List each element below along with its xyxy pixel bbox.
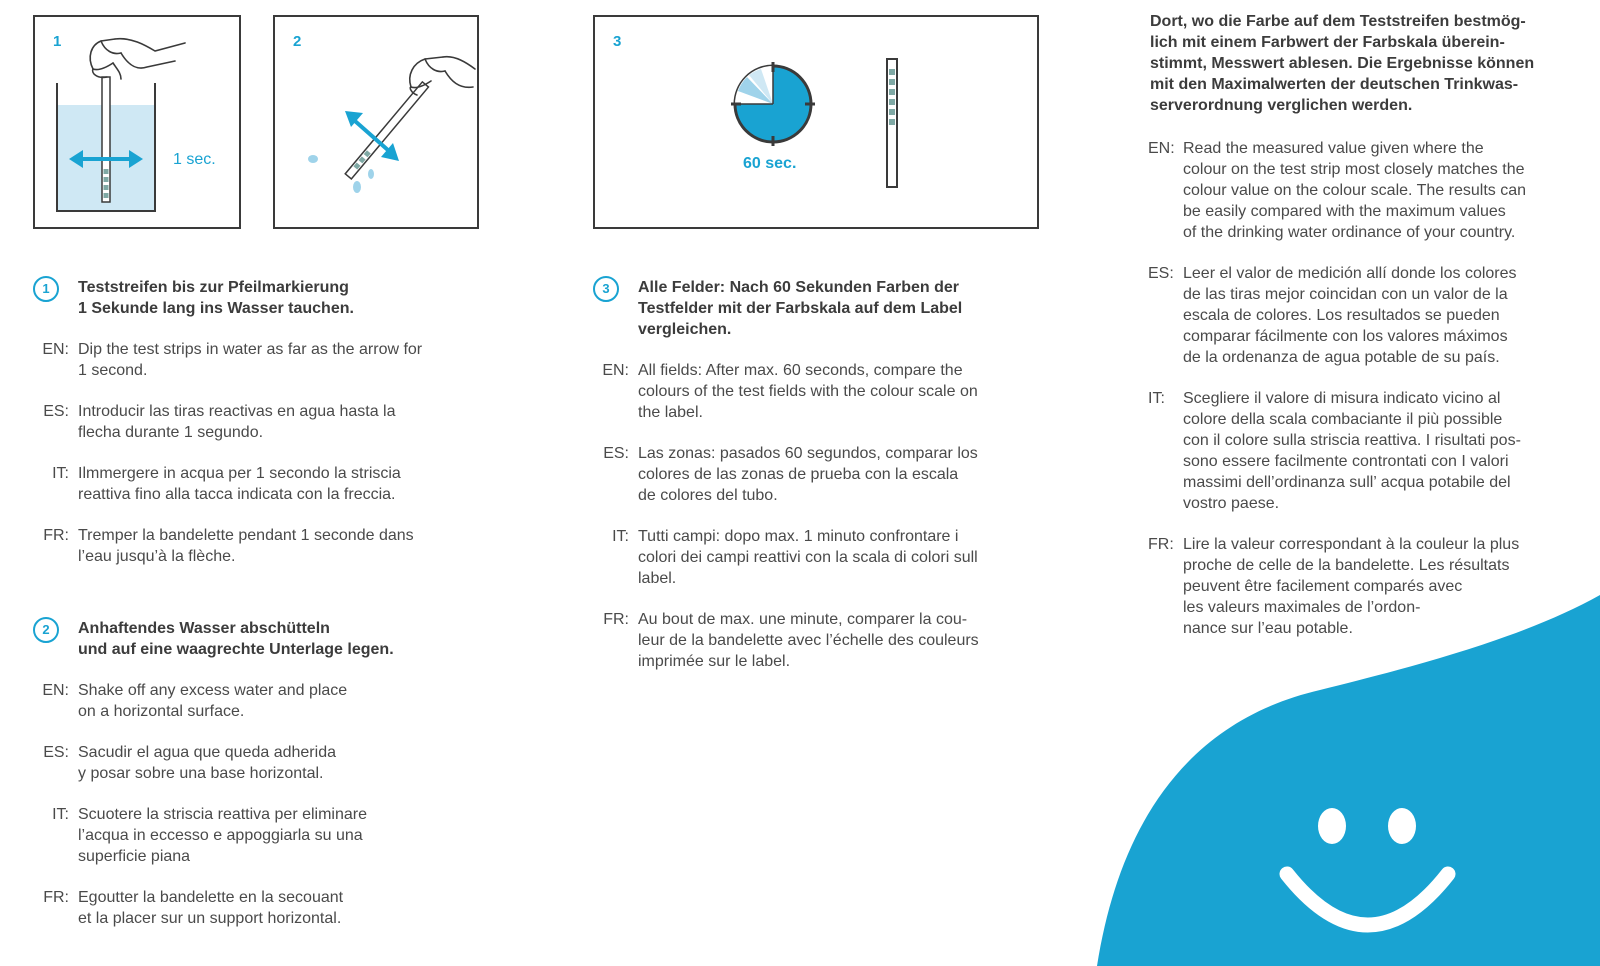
language-code: EN: [602, 362, 629, 379]
language-code: IT: [1148, 390, 1165, 407]
heading-line: Testfelder mit der Farbskala auf dem Label [638, 300, 963, 317]
heading-line: Teststreifen bis zur Pfeilmarkierung [78, 279, 349, 296]
language-code: EN: [42, 682, 69, 699]
translation-en [33, 680, 533, 722]
translation-line: be easily compared with the maximum values [1183, 203, 1506, 220]
translation-fr [33, 525, 533, 567]
translation-line: Shake off any excess water and place [78, 682, 348, 699]
heading-line: und auf eine waagrechte Unterlage legen. [78, 641, 394, 658]
language-code: ES: [603, 445, 629, 462]
step-2 [33, 618, 533, 929]
panel-number: 1 [53, 33, 62, 50]
translation-line: l’eau jusqu’à la flèche. [78, 548, 236, 565]
translation-line: Read the measured value given where the [1183, 140, 1484, 157]
heading-line: Anhaftendes Wasser abschütteln [78, 620, 330, 637]
translation-line: Las zonas: pasados 60 segundos, comparar los [638, 445, 978, 462]
heading-line: Alle Felder: Nach 60 Sekunden Farben der [638, 279, 959, 296]
step-3 [593, 277, 1053, 672]
translation-line: Tremper la bandelette pendant 1 seconde dans [78, 527, 414, 544]
translation-line: Introducir las tiras reactivas en agua hasta la [78, 403, 396, 420]
translation-line: l’acqua in eccesso e appoggiarla su una [78, 827, 363, 844]
intro-line: mit den Maximalwerten der deutschen Trinkwas- [1150, 76, 1519, 93]
translation-line: Sacudir el agua que queda adherida [78, 744, 336, 761]
translation-fr [1148, 534, 1588, 639]
translation-es [593, 443, 1053, 506]
translation-es [1148, 263, 1588, 368]
translation-line: de la ordenanza de agua potable de su país. [1183, 349, 1500, 366]
step-heading [33, 277, 533, 319]
dip-time-label: 1 sec. [173, 151, 216, 168]
language-code: ES: [43, 403, 69, 420]
translation-line: on a horizontal surface. [78, 703, 245, 720]
translation-line: flecha durante 1 segundo. [78, 424, 264, 441]
translation-line: Lire la valeur correspondant à la couleur la plus [1183, 536, 1520, 553]
intro-line: serverordnung verglichen werden. [1150, 97, 1413, 114]
heading-line: 1 Sekunde lang ins Wasser tauchen. [78, 300, 354, 317]
translation-line: leur de la bandelette avec l’échelle des couleurs [638, 632, 979, 649]
language-code: EN: [42, 341, 69, 358]
panel-number: 3 [613, 33, 622, 50]
translation-line: colour value on the colour scale. The results can [1183, 182, 1527, 199]
translation-line: peuvent être facilement comparés avec [1183, 578, 1463, 595]
translation-line: con il colore sulla striscia reattiva. I risultati pos- [1183, 432, 1521, 449]
timer-icon [731, 62, 815, 146]
translation-fr [33, 887, 533, 929]
step-1 [33, 277, 533, 567]
translation-line: colores de las zonas de prueba con la escala [638, 466, 959, 483]
translation-line: Tutti campi: dopo max. 1 minuto confrontare i [638, 528, 959, 545]
translation-line: Ilmmergere in acqua per 1 secondo la striscia [78, 465, 401, 482]
language-code: FR: [1148, 536, 1174, 553]
language-code: ES: [43, 744, 69, 761]
language-code: IT: [52, 806, 69, 823]
translation-line: Egoutter la bandelette en la secouant [78, 889, 344, 906]
language-code: IT: [52, 465, 69, 482]
translation-line: colori dei campi reattivi con la scala di colori sull [638, 549, 978, 566]
translation-en [593, 360, 1053, 423]
language-code: EN: [1148, 140, 1175, 157]
translation-line: Scuotere la striscia reattiva per eliminare [78, 806, 368, 823]
translation-line: of the drinking water ordinance of your country. [1183, 224, 1516, 241]
translation-line: vostro paese. [1183, 495, 1280, 512]
water-drop-icon [353, 181, 361, 193]
illustration-panel-2 [273, 15, 479, 229]
translation-line: Au bout de max. une minute, comparer la cou- [638, 611, 968, 628]
language-code: FR: [43, 527, 69, 544]
language-code: FR: [43, 889, 69, 906]
timer-label: 60 sec. [743, 155, 797, 172]
dip-strip-illustration [35, 17, 243, 231]
intro-line: stimmt, Messwert ablesen. Die Ergebnisse können [1150, 55, 1535, 72]
translation-line: colore della scala combaciante il più possible [1183, 411, 1503, 428]
intro-line: lich mit einem Farbwert der Farbskala überein- [1150, 34, 1505, 51]
translation-line: All fields: After max. 60 seconds, compare the [638, 362, 963, 379]
step-number-badge: 2 [33, 617, 59, 643]
blue-wave-shape [1097, 595, 1600, 966]
translation-line: imprimée sur le label. [638, 653, 791, 670]
translation-line: colours of the test fields with the colour scale on [638, 383, 978, 400]
result-reading-intro [1150, 11, 1590, 116]
panel-number: 2 [293, 33, 302, 50]
translation-it [33, 804, 533, 867]
illustration-panel-1 [33, 15, 241, 229]
translation-line: Dip the test strips in water as far as the arrow for [78, 341, 423, 358]
step-number-badge: 3 [593, 276, 619, 302]
language-code: ES: [1148, 265, 1174, 282]
translation-it [33, 463, 533, 505]
step-heading [593, 277, 1053, 340]
language-code: FR: [603, 611, 629, 628]
test-strip-icon [887, 59, 897, 187]
translation-line: comparar fácilmente con los valores máximos [1183, 328, 1508, 345]
translation-line: de las tiras mejor coincidan con un valor de la [1183, 286, 1508, 303]
timer-and-strip-illustration [595, 17, 1041, 231]
translation-line: Scegliere il valore di misura indicato vicino al [1183, 390, 1501, 407]
translation-es [33, 401, 533, 443]
translation-line: label. [638, 570, 677, 587]
translation-en [1148, 138, 1588, 243]
translation-en [33, 339, 533, 381]
language-code: IT: [612, 528, 629, 545]
translation-line: et la placer sur un support horizontal. [78, 910, 342, 927]
translation-es [33, 742, 533, 784]
hand-icon [90, 39, 185, 79]
translation-it [1148, 388, 1588, 514]
translation-line: the label. [638, 404, 703, 421]
smiley-right-eye [1388, 808, 1416, 844]
translation-line: y posar sobre una base horizontal. [78, 765, 324, 782]
translation-line: superficie piana [78, 848, 191, 865]
translation-line: reattiva fino alla tacca indicata con la freccia. [78, 486, 396, 503]
intro-line: Dort, wo die Farbe auf dem Teststreifen bestmög- [1150, 13, 1526, 30]
translation-fr [593, 609, 1053, 672]
shake-strip-illustration [275, 17, 481, 231]
heading-line: vergleichen. [638, 321, 732, 338]
step-number-badge: 1 [33, 276, 59, 302]
smiley-left-eye [1318, 808, 1346, 844]
water-drop-icon [308, 155, 318, 163]
translation-line: proche de celle de la bandelette. Les résultats [1183, 557, 1510, 574]
illustration-panel-3 [593, 15, 1039, 229]
translation-line: sono essere facilmente controntati con I valori [1183, 453, 1509, 470]
translation-line: escala de colores. Los resultados se pueden [1183, 307, 1500, 324]
translation-line: 1 second. [78, 362, 148, 379]
translation-it [593, 526, 1053, 589]
translation-line: les valeurs maximales de l’ordon- [1183, 599, 1421, 616]
translation-line: nance sur l’eau potable. [1183, 620, 1353, 637]
translation-line: massimi dell’ordinanza sull’ acqua potabile del [1183, 474, 1511, 491]
result-reading-translations [1148, 118, 1588, 639]
step-heading [33, 618, 533, 660]
test-strip-icon [102, 77, 110, 202]
translation-line: colour on the test strip most closely matches the [1183, 161, 1525, 178]
translation-line: Leer el valor de medición allí donde los colores [1183, 265, 1517, 282]
water-drop-icon [368, 169, 374, 179]
translation-line: de colores del tubo. [638, 487, 778, 504]
